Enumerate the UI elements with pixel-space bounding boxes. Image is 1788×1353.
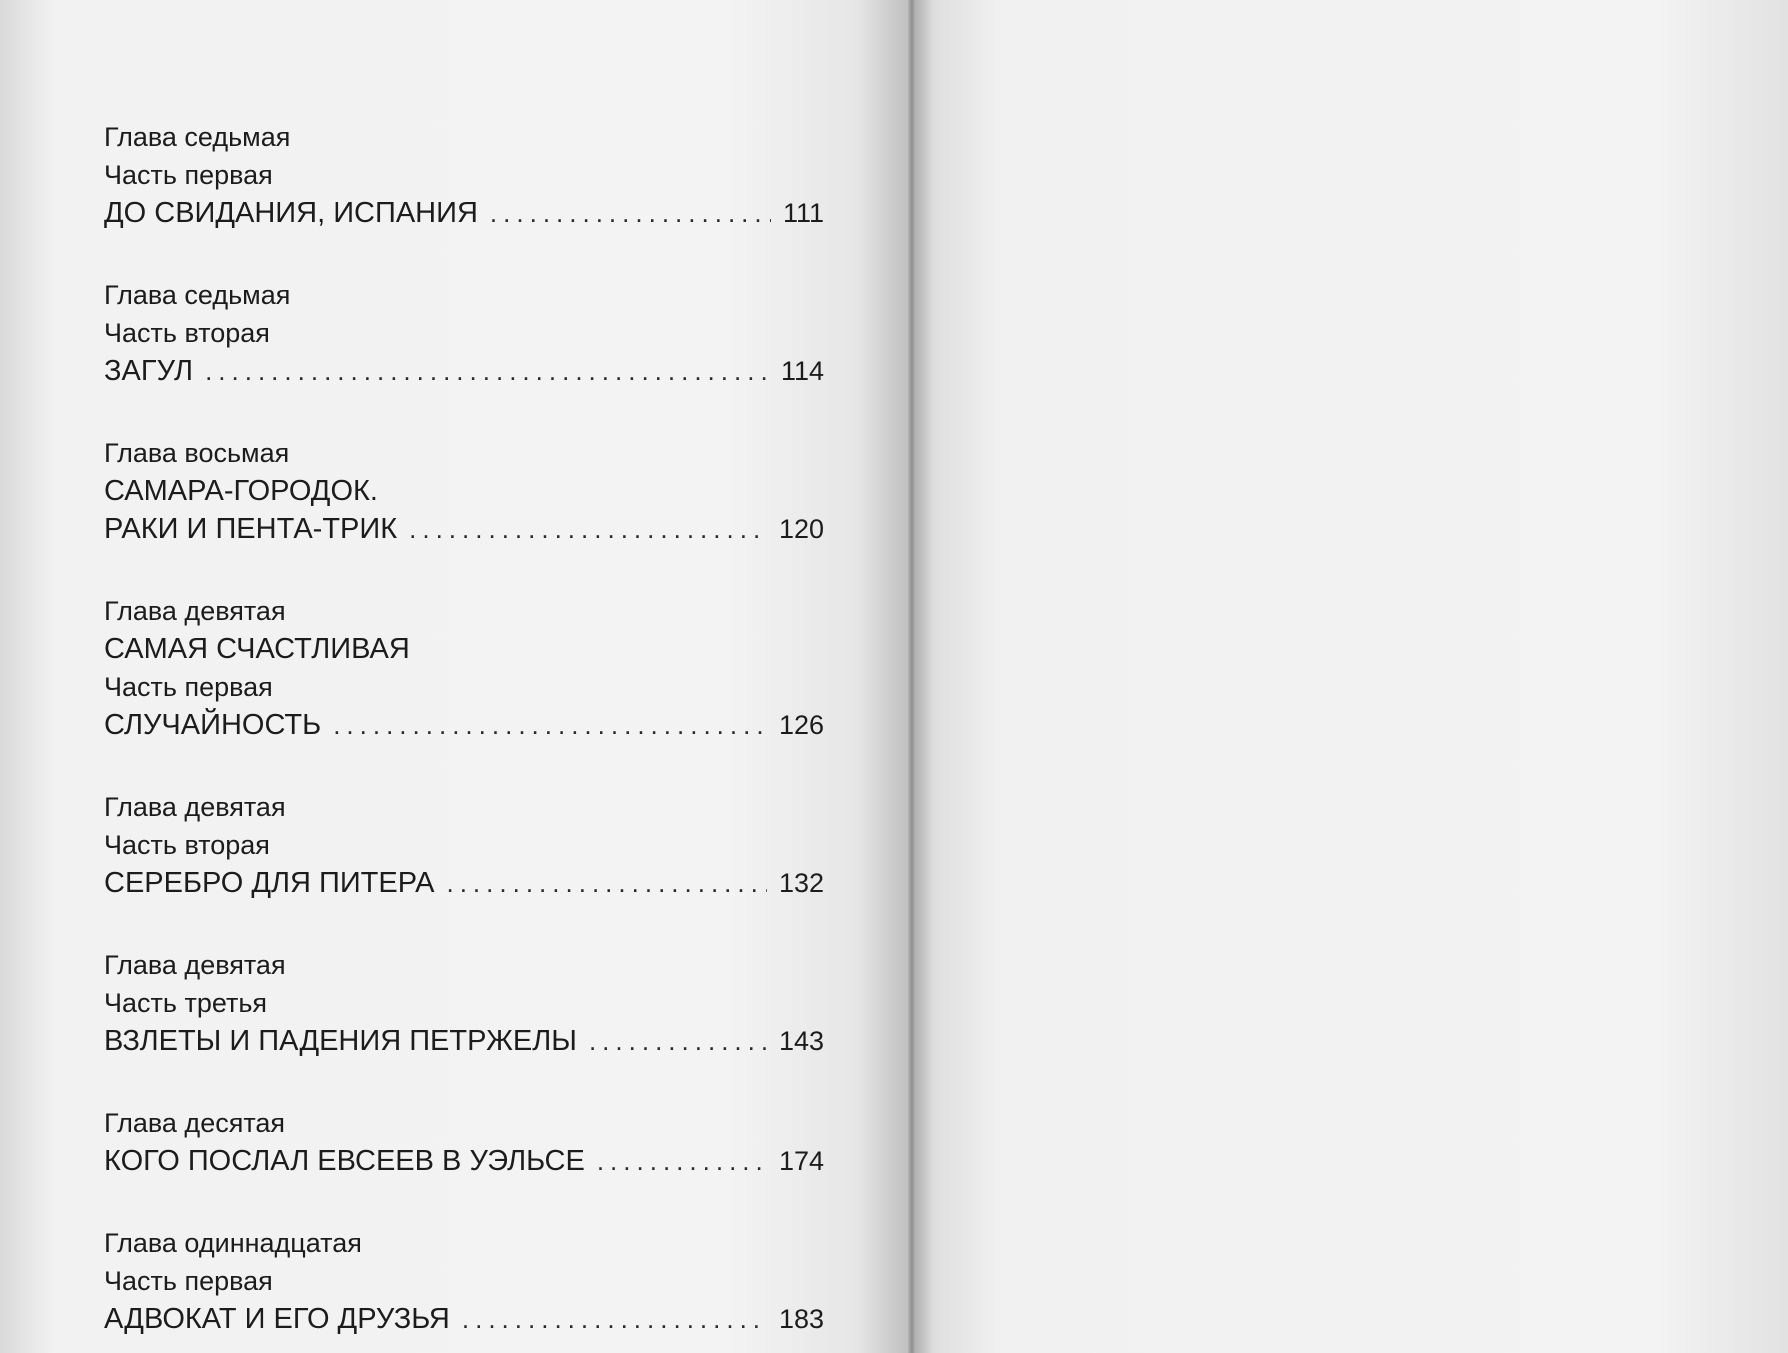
dot-leader	[490, 198, 771, 229]
toc-title-row	[104, 194, 824, 232]
chapter-title: КОГО ПОСЛАЛ ЕВСЕЕВ В УЭЛЬСЕ	[104, 1145, 585, 1177]
toc-title-row	[104, 510, 824, 548]
dot-leader	[589, 1026, 767, 1057]
page-number: 114	[780, 356, 824, 386]
part-label: Часть первая	[104, 672, 273, 702]
chapter-label: Глава девятая	[104, 950, 286, 980]
page-number: 143	[778, 1026, 824, 1056]
page-number: 126	[778, 710, 824, 740]
toc-entry	[104, 434, 824, 548]
chapter-title: АДВОКАТ И ЕГО ДРУЗЬЯ	[104, 1303, 450, 1335]
chapter-title: СЕРЕБРО ДЛЯ ПИТЕРА	[104, 867, 435, 899]
toc-entry	[104, 592, 824, 744]
dot-leader	[205, 356, 769, 387]
dot-leader	[446, 868, 766, 899]
chapter-title	[104, 472, 824, 510]
toc-entry	[104, 1104, 824, 1180]
dot-leader	[462, 1304, 767, 1335]
chapter-title: СЛУЧАЙНОСТЬ	[104, 709, 322, 741]
page-number: 183	[778, 1304, 824, 1334]
chapter-label: Часть третья	[104, 988, 268, 1018]
chapter-label: Глава девятая	[104, 596, 286, 626]
toc-entry	[104, 276, 824, 390]
chapter-title: ЗАГУЛ	[104, 355, 194, 387]
page-number: 132	[778, 868, 824, 898]
toc-left	[104, 118, 824, 1353]
book-gutter	[908, 0, 916, 1353]
chapter-title: ДО СВИДАНИЯ, ИСПАНИЯ	[104, 197, 478, 229]
right-page	[912, 0, 1788, 1353]
toc-entry	[104, 1224, 824, 1338]
chapter-label: Глава одиннадцатая	[104, 1228, 362, 1258]
dot-leader	[409, 514, 767, 545]
toc-entry	[104, 946, 824, 1060]
chapter-title	[104, 630, 824, 668]
page-number: 111	[782, 198, 824, 228]
toc-title-row	[104, 1142, 824, 1180]
chapter-label: Глава седьмая	[104, 280, 291, 310]
chapter-title: РАКИ И ПЕНТА-ТРИК	[104, 513, 398, 545]
toc-title-row	[104, 706, 824, 744]
dot-leader	[597, 1146, 767, 1177]
toc-entry	[104, 788, 824, 902]
chapter-title: ВЗЛЕТЫ И ПАДЕНИЯ ПЕТРЖЕЛЫ	[104, 1025, 577, 1057]
chapter-label: Глава девятая	[104, 792, 286, 822]
chapter-label: Глава восьмая	[104, 438, 290, 468]
chapter-title-text: САМАРА-ГОРОДОК.	[104, 475, 378, 507]
chapter-label: Часть первая	[104, 1266, 273, 1296]
page-number: 120	[778, 514, 824, 544]
chapter-label: Глава седьмая	[104, 122, 291, 152]
toc-title-row	[104, 1022, 824, 1060]
chapter-label: Часть вторая	[104, 830, 270, 860]
toc-title-row	[104, 352, 824, 390]
toc-entry	[104, 118, 824, 232]
toc-title-row	[104, 1300, 824, 1338]
chapter-label: Глава десятая	[104, 1108, 286, 1138]
chapter-label: Часть вторая	[104, 318, 270, 348]
chapter-label: Часть первая	[104, 160, 273, 190]
page-number: 174	[778, 1146, 824, 1176]
chapter-title-text: САМАЯ СЧАСТЛИВАЯ	[104, 633, 410, 665]
dot-leader	[333, 710, 767, 741]
toc-title-row	[104, 864, 824, 902]
